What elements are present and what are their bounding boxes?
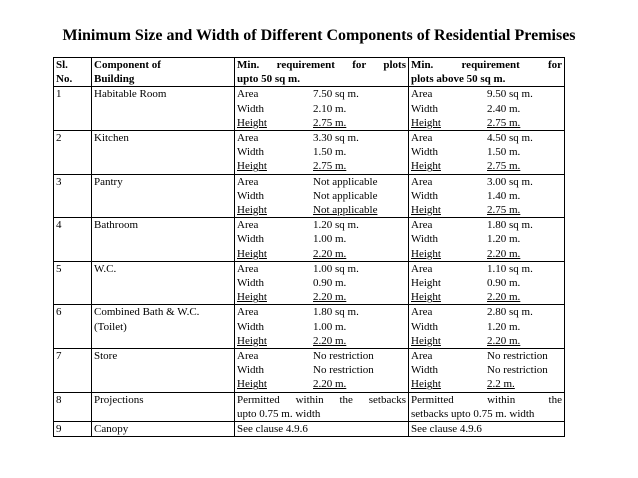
measure-value: 4.50 sq m. [487, 132, 533, 145]
projection-large-line1: Permitted within the [411, 393, 562, 406]
measure-label: Area [237, 350, 259, 363]
measure-label: Width [237, 146, 265, 159]
component-name-line: Store [94, 350, 118, 363]
table-row [54, 174, 565, 218]
requirements-table [53, 57, 565, 437]
measure-label: Area [411, 88, 433, 101]
table-row [54, 261, 565, 305]
row-component [92, 349, 235, 393]
row-number: 4 [54, 218, 92, 262]
row-small-requirement [235, 87, 409, 131]
measure-label: Width [411, 233, 439, 246]
measure-label: Width [411, 146, 439, 159]
table-row [54, 131, 565, 175]
measure-label: Height [237, 334, 267, 347]
row-large-requirement [409, 261, 565, 305]
row-small-requirement [235, 261, 409, 305]
table-body-tail [54, 392, 565, 437]
table-row [54, 218, 565, 262]
row-large-requirement [409, 305, 565, 349]
measure-label: Area [237, 219, 259, 232]
measure-label: Height [237, 378, 267, 391]
row-component: Canopy [92, 422, 235, 437]
measure-value: Not applicable [313, 175, 378, 188]
row-number: 8 [54, 392, 92, 421]
row-small-requirement [235, 131, 409, 175]
measure-label: Area [411, 350, 433, 363]
measure-value: 2.75 m. [313, 160, 347, 173]
requirement-grid [411, 262, 562, 305]
measure-label: Width [411, 102, 439, 115]
measure-value: 2.40 m. [487, 102, 521, 115]
measure-value: 2.75 m. [487, 160, 521, 173]
measure-value: 1.40 m. [487, 189, 521, 202]
requirement-grid [237, 131, 406, 174]
measure-label: Height [237, 160, 267, 173]
table-body [54, 87, 565, 392]
table-row [54, 305, 565, 349]
measure-value: 9.50 sq m. [487, 88, 533, 101]
row-small-requirement [235, 392, 409, 421]
projection-small-line1: Permitted within the setbacks [237, 393, 406, 406]
requirement-grid [237, 349, 406, 392]
row-component [92, 87, 235, 131]
measure-label: Width [237, 189, 265, 202]
measure-value: 2.20 m. [313, 247, 347, 260]
requirement-grid [237, 175, 406, 218]
row-small-requirement [235, 305, 409, 349]
projection-large-line2: setbacks upto 0.75 m. width [411, 407, 535, 420]
measure-label: Height [237, 204, 267, 217]
measure-label: Area [237, 175, 259, 188]
header-large-line2: plots above 50 sq m. [411, 73, 506, 86]
header-component-line2: Building [94, 73, 135, 86]
header-component-line1: Component of [94, 59, 161, 71]
measure-label: Height [411, 291, 441, 304]
measure-label: Width [237, 233, 265, 246]
measure-value: 2.75 m. [313, 116, 347, 129]
table-row-canopy [54, 422, 565, 437]
measure-label: Height [411, 204, 441, 217]
component-name-line: Pantry [94, 175, 123, 188]
measure-value: 2.20 m. [487, 291, 521, 304]
measure-label: Area [237, 262, 259, 275]
requirement-grid [411, 305, 562, 348]
measure-value: No restriction [487, 364, 548, 377]
requirement-grid [411, 131, 562, 174]
row-number: 7 [54, 349, 92, 393]
measure-value: 0.90 m. [313, 277, 347, 290]
measure-value: No restriction [487, 350, 548, 363]
row-component [92, 218, 235, 262]
measure-label: Height [237, 247, 267, 260]
page-title: Minimum Size and Width of Different Components of Residential Premises [62, 27, 576, 44]
measure-label: Height [237, 116, 267, 129]
component-name-line: Bathroom [94, 219, 138, 232]
measure-label: Width [411, 189, 439, 202]
requirement-grid [411, 87, 562, 130]
measure-value: 1.10 sq m. [487, 262, 533, 275]
measure-value: 2.20 m. [487, 334, 521, 347]
measure-label: Height [411, 160, 441, 173]
measure-label: Width [411, 364, 439, 377]
measure-label: Height [411, 378, 441, 391]
table-header-row [54, 58, 565, 87]
row-number: 5 [54, 261, 92, 305]
row-component [92, 174, 235, 218]
measure-value: 3.30 sq m. [313, 132, 359, 145]
row-component [92, 305, 235, 349]
requirement-grid [411, 349, 562, 392]
row-small-requirement: See clause 4.9.6 [235, 422, 409, 437]
requirement-grid [237, 218, 406, 261]
measure-value: Not applicable [313, 204, 378, 217]
measure-value: 2.20 m. [313, 334, 347, 347]
header-small-plots [235, 58, 409, 87]
measure-label: Area [411, 219, 433, 232]
projection-small-line2: upto 0.75 m. width [237, 407, 321, 420]
requirement-grid [237, 305, 406, 348]
component-name-line: Kitchen [94, 132, 129, 145]
header-component [92, 58, 235, 87]
measure-value: 1.50 m. [487, 146, 521, 159]
measure-value: 2.10 m. [313, 102, 347, 115]
row-large-requirement: See clause 4.9.6 [409, 422, 565, 437]
measure-label: Area [411, 306, 433, 319]
measure-label: Height [411, 334, 441, 347]
header-large-plots [409, 58, 565, 87]
row-large-requirement [409, 174, 565, 218]
row-component [92, 261, 235, 305]
measure-value: 1.80 sq m. [487, 219, 533, 232]
header-small-line2: upto 50 sq m. [237, 73, 300, 86]
header-large-line1: Min. requirement for [411, 59, 562, 71]
measure-value: 2.20 m. [313, 291, 347, 304]
row-large-requirement [409, 218, 565, 262]
row-number: 3 [54, 174, 92, 218]
measure-value: 2.75 m. [487, 204, 521, 217]
row-large-requirement [409, 349, 565, 393]
row-large-requirement [409, 87, 565, 131]
component-name-line: W.C. [94, 262, 117, 275]
measure-label: Area [411, 132, 433, 145]
measure-label: Area [237, 132, 259, 145]
measure-value: 2.80 sq m. [487, 306, 533, 319]
requirements-table-container [53, 57, 565, 437]
requirement-grid [237, 262, 406, 305]
table-row-projections [54, 392, 565, 421]
measure-value: 1.00 m. [313, 320, 347, 333]
row-number: 1 [54, 87, 92, 131]
measure-value: No restriction [313, 350, 374, 363]
measure-value: 2.20 m. [313, 378, 347, 391]
table-row [54, 87, 565, 131]
header-sl-no [54, 58, 92, 87]
row-number: 9 [54, 422, 92, 437]
measure-label: Width [237, 320, 265, 333]
row-component: Projections [92, 392, 235, 421]
requirement-grid [411, 175, 562, 218]
table-row [54, 349, 565, 393]
measure-label: Height [411, 247, 441, 260]
measure-value: 1.00 sq m. [313, 262, 359, 275]
row-small-requirement [235, 174, 409, 218]
component-name-line: Combined Bath & W.C. [94, 306, 200, 319]
measure-value: 2.20 m. [487, 247, 521, 260]
row-number: 2 [54, 131, 92, 175]
measure-label: Height [411, 277, 441, 290]
measure-value: 1.20 sq m. [313, 219, 359, 232]
row-small-requirement [235, 349, 409, 393]
measure-label: Height [237, 291, 267, 304]
measure-value: No restriction [313, 364, 374, 377]
measure-label: Area [237, 306, 259, 319]
measure-value: 1.20 m. [487, 320, 521, 333]
measure-label: Area [411, 262, 433, 275]
measure-value: 3.00 sq m. [487, 175, 533, 188]
measure-value: Not applicable [313, 189, 378, 202]
header-sl-line2: No. [56, 73, 73, 86]
measure-label: Width [237, 277, 265, 290]
measure-value: 0.90 m. [487, 277, 521, 290]
row-large-requirement [409, 131, 565, 175]
row-number: 6 [54, 305, 92, 349]
measure-label: Area [411, 175, 433, 188]
requirement-grid [411, 218, 562, 261]
measure-label: Height [411, 116, 441, 129]
header-small-line1: Min. requirement for plots [237, 59, 406, 71]
row-large-requirement [409, 392, 565, 421]
measure-value: 1.20 m. [487, 233, 521, 246]
measure-value: 7.50 sq m. [313, 88, 359, 101]
measure-label: Width [237, 102, 265, 115]
requirement-grid [237, 87, 406, 130]
row-component [92, 131, 235, 175]
measure-label: Width [411, 320, 439, 333]
component-name-line: Habitable Room [94, 88, 167, 101]
measure-value: 1.00 m. [313, 233, 347, 246]
measure-label: Area [237, 88, 259, 101]
component-name-line: (Toilet) [94, 320, 127, 333]
measure-value: 2.2 m. [487, 378, 515, 391]
header-sl-line1: Sl. [56, 59, 68, 71]
measure-value: 1.80 sq m. [313, 306, 359, 319]
row-small-requirement [235, 218, 409, 262]
measure-label: Width [237, 364, 265, 377]
measure-value: 2.75 m. [487, 116, 521, 129]
measure-value: 1.50 m. [313, 146, 347, 159]
